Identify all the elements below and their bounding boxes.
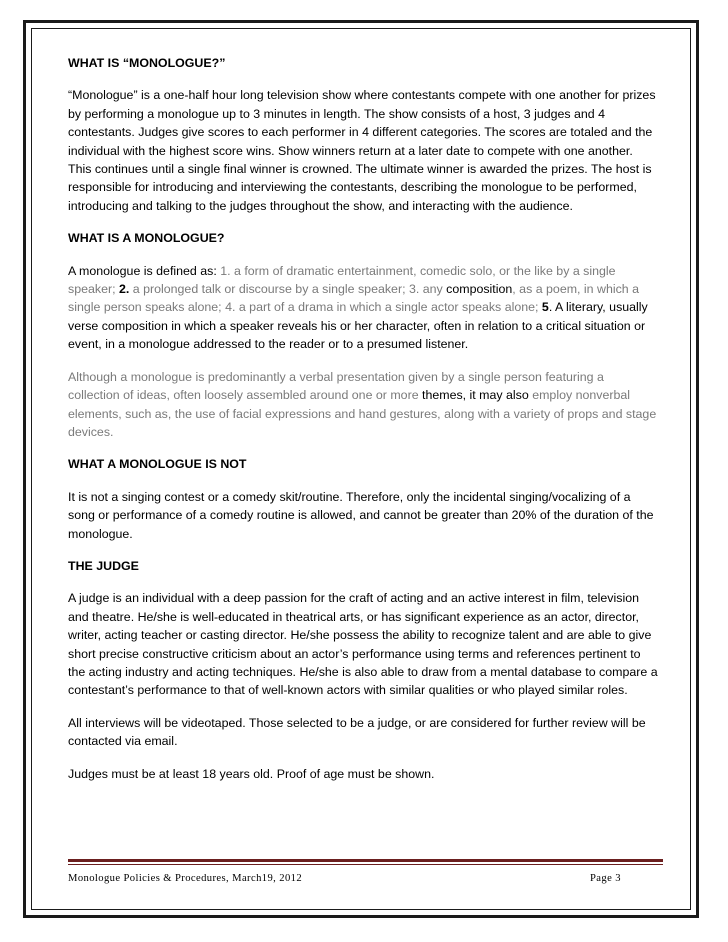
definition-1: 1. a form of dramatic entertainment, comedic solo, or the like by a single speaker;	[68, 263, 616, 297]
definition-2-number: 2.	[118, 282, 130, 297]
paragraph-judge-description: A judge is an individual with a deep passion for the craft of acting and an active interest in film, television and theatre. He/she is well-educated in theatrical arts, or has significant experience as an actor, director, writer, acting teacher or casting director. He/she possess the ability to recognize talent and are able to give short precise constructive criticism about an actor’s performance using terms and references pertinent to the acting industry and acting techniques. He/she is also able to draw from a mental database to compare a contestant’s performance to that of well-known actors with similar qualities or who played similar roles.	[68, 591, 658, 698]
footer-document-title: Monologue Policies & Procedures, March19, 2012	[68, 873, 303, 884]
paragraph-judge-age: Judges must be at least 18 years old. Proof of age must be shown.	[68, 766, 435, 781]
elements-text-c: employ nonverbal elements, such as, the use of facial expressions and hand gestures, along with a variety of props and stage devices.	[68, 388, 657, 439]
definition-4-number: 4.	[225, 300, 236, 315]
elements-text-a: Although a monologue is predominantly a verbal presentation given by a single person featuring a collection of ideas, often loosely assembled around one or more	[68, 369, 604, 403]
footer-rule-thick	[68, 859, 663, 862]
paragraph-monologue-definition	[68, 262, 658, 354]
definition-5-number: 5	[541, 300, 549, 315]
paragraph-what-is-not: It is not a singing contest or a comedy skit/routine. Therefore, only the incidental singing/vocalizing of a song or performance of a comedy routine is allowed, and cannot be greater than 20% of the duration of the monologue.	[68, 489, 654, 541]
definition-3b: , as a poem, in which a single person speaks alone;	[68, 282, 640, 315]
definition-3-number: 3.	[408, 282, 420, 297]
elements-text-b: themes, it may also	[422, 388, 529, 403]
footer-page-number: Page 3	[590, 873, 621, 884]
section-heading-what-is-monologue: WHAT IS A MONOLOGUE?	[68, 231, 225, 246]
section-heading-judge: THE JUDGE	[68, 558, 139, 573]
definition-4: a part of a drama in which a single actor speaks alone;	[235, 300, 542, 315]
paragraph-what-is-show: “Monologue” is a one-half hour long television show where contestants compete with one another for prizes by performing a monologue up to 3 minutes in length. The show consists of a host, 3 judges and 4 contestants. Judges give scores to each performer in 4 different categories. The scores are totaled and the individual with the highest score wins. Show winners return at a later date to compete with one another. This continues until a single final winner is crowned. The ultimate winner is awarded the prizes. The host is responsible for introducing and interviewing the contestants, describing the monologue to be performed, introducing and talking to the judges throughout the show, and interacting with the audience.	[68, 88, 656, 213]
footer-rule-thin	[68, 864, 663, 865]
paragraph-monologue-elements	[68, 368, 658, 442]
definition-2: a prolonged talk or discourse by a single speaker;	[129, 282, 409, 297]
section-heading-what-is-show: WHAT IS “MONOLOGUE?”	[68, 56, 226, 70]
section-heading-what-is-not: WHAT A MONOLOGUE IS NOT	[68, 457, 247, 472]
document-body	[68, 54, 658, 797]
paragraph-judge-interviews: All interviews will be videotaped. Those selected to be a judge, or are considered for further review will be contacted via email.	[68, 715, 646, 749]
definition-3a: any	[419, 282, 447, 297]
definition-3-bold: composition	[446, 282, 513, 297]
definition-5: . A literary, usually verse composition in which a speaker reveals his or her character, often in relation to a critical situation or event, in a monologue addressed to the reader or to a presumed listener.	[68, 300, 648, 352]
definition-intro: A monologue is defined as:	[68, 263, 221, 278]
